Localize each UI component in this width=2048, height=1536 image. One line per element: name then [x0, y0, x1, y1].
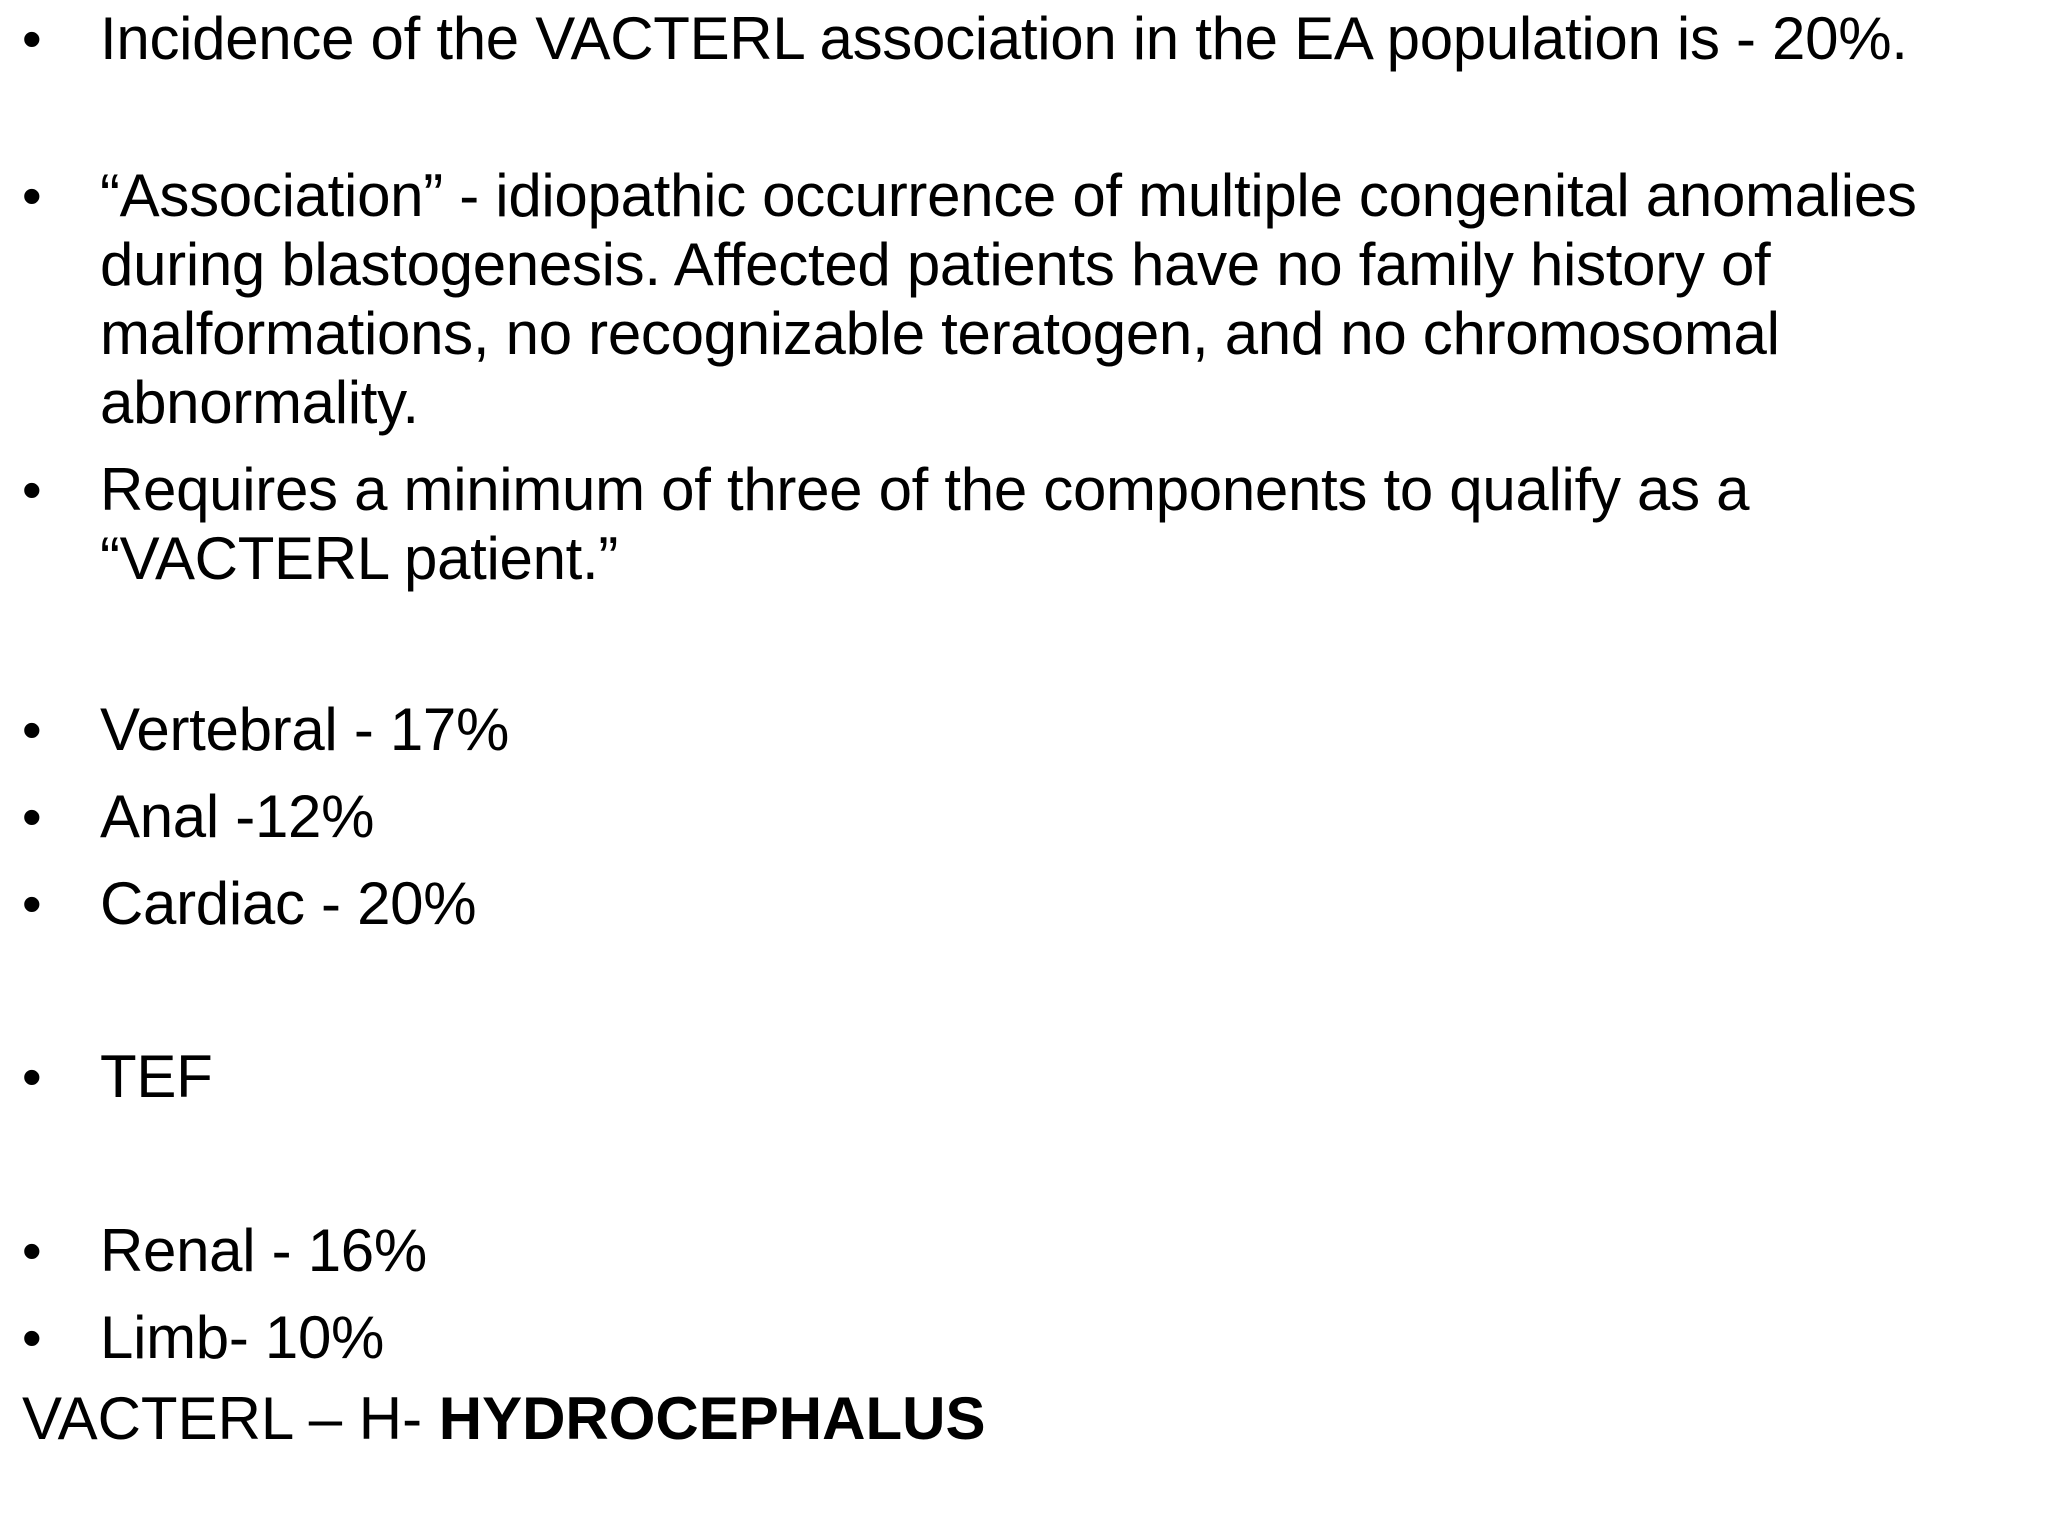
bullet-icon: • — [22, 1306, 42, 1369]
footer-note — [22, 1384, 985, 1454]
bullet-item-vertebral — [0, 695, 2048, 765]
bullet-icon: • — [22, 785, 42, 848]
bullet-icon: • — [22, 7, 42, 70]
footer-emphasis: HYDROCEPHALUS — [438, 1385, 986, 1452]
bullet-icon: • — [22, 1045, 42, 1108]
bullet-item-requirement — [0, 455, 2048, 593]
bullet-item-limb — [0, 1303, 2048, 1373]
bullet-item-tef — [0, 1042, 2048, 1112]
bullet-item-incidence — [0, 4, 2048, 74]
bullet-item-renal — [0, 1216, 2048, 1286]
bullet-icon: • — [22, 164, 42, 227]
bullet-text: Incidence of the VACTERL association in the EA population is - 20%. — [100, 5, 1908, 72]
bullet-icon: • — [22, 458, 42, 521]
bullet-text: Requires a minimum of three of the components to qualify as a “VACTERL patient.” — [100, 456, 1750, 592]
bullet-item-association — [0, 161, 2048, 437]
bullet-text: Limb- 10% — [100, 1304, 385, 1371]
bullet-item-cardiac — [0, 869, 2048, 939]
bullet-icon: • — [22, 1219, 42, 1282]
bullet-text: TEF — [100, 1043, 213, 1110]
bullet-item-anal — [0, 782, 2048, 852]
bullet-text: “Association” - idiopathic occurrence of multiple congenital anomalies during blastogenesis. Affected patients have no family history of malformations, no recognizable teratogen, and no chromosomal abnormality. — [100, 162, 1917, 436]
bullet-text: Renal - 16% — [100, 1217, 427, 1284]
bullet-text: Anal -12% — [100, 783, 375, 850]
bullet-icon: • — [22, 872, 42, 935]
footer-prefix: VACTERL – H- — [22, 1385, 439, 1452]
bullet-text: Vertebral - 17% — [100, 696, 510, 763]
bullet-text: Cardiac - 20% — [100, 870, 477, 937]
bullet-icon: • — [22, 698, 42, 761]
